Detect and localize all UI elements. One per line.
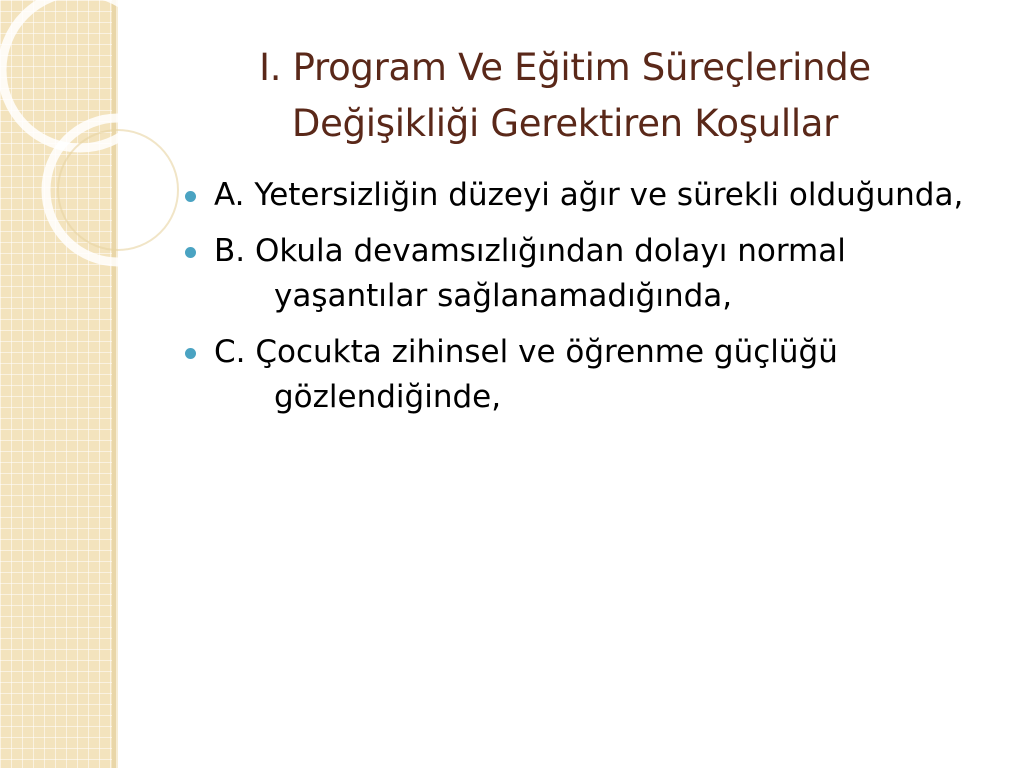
bullet-item-b: [185, 229, 985, 319]
bullet-dot-icon: [185, 348, 196, 359]
bullet-text-b: B. Okula devamsızlığından dolayı normal yaşantılar sağlanamadığında,: [214, 233, 846, 314]
bullet-text-a: A. Yetersizliğin düzeyi ağır ve sürekli olduğunda,: [214, 177, 964, 213]
bullet-list: [185, 173, 985, 431]
bullet-item-a: [185, 173, 985, 218]
bullet-dot-icon: [185, 247, 196, 258]
slide-title-line-2: Değişikliği Gerektiren Koşullar: [291, 102, 839, 145]
bullet-item-c: [185, 330, 985, 420]
bullet-text-c: C. Çocukta zihinsel ve öğrenme güçlüğü gözlendiğinde,: [214, 334, 838, 415]
slide-title: [150, 40, 980, 152]
slide-title-line-1: I. Program Ve Eğitim Süreçlerinde: [259, 46, 871, 89]
bullet-dot-icon: [185, 191, 196, 202]
